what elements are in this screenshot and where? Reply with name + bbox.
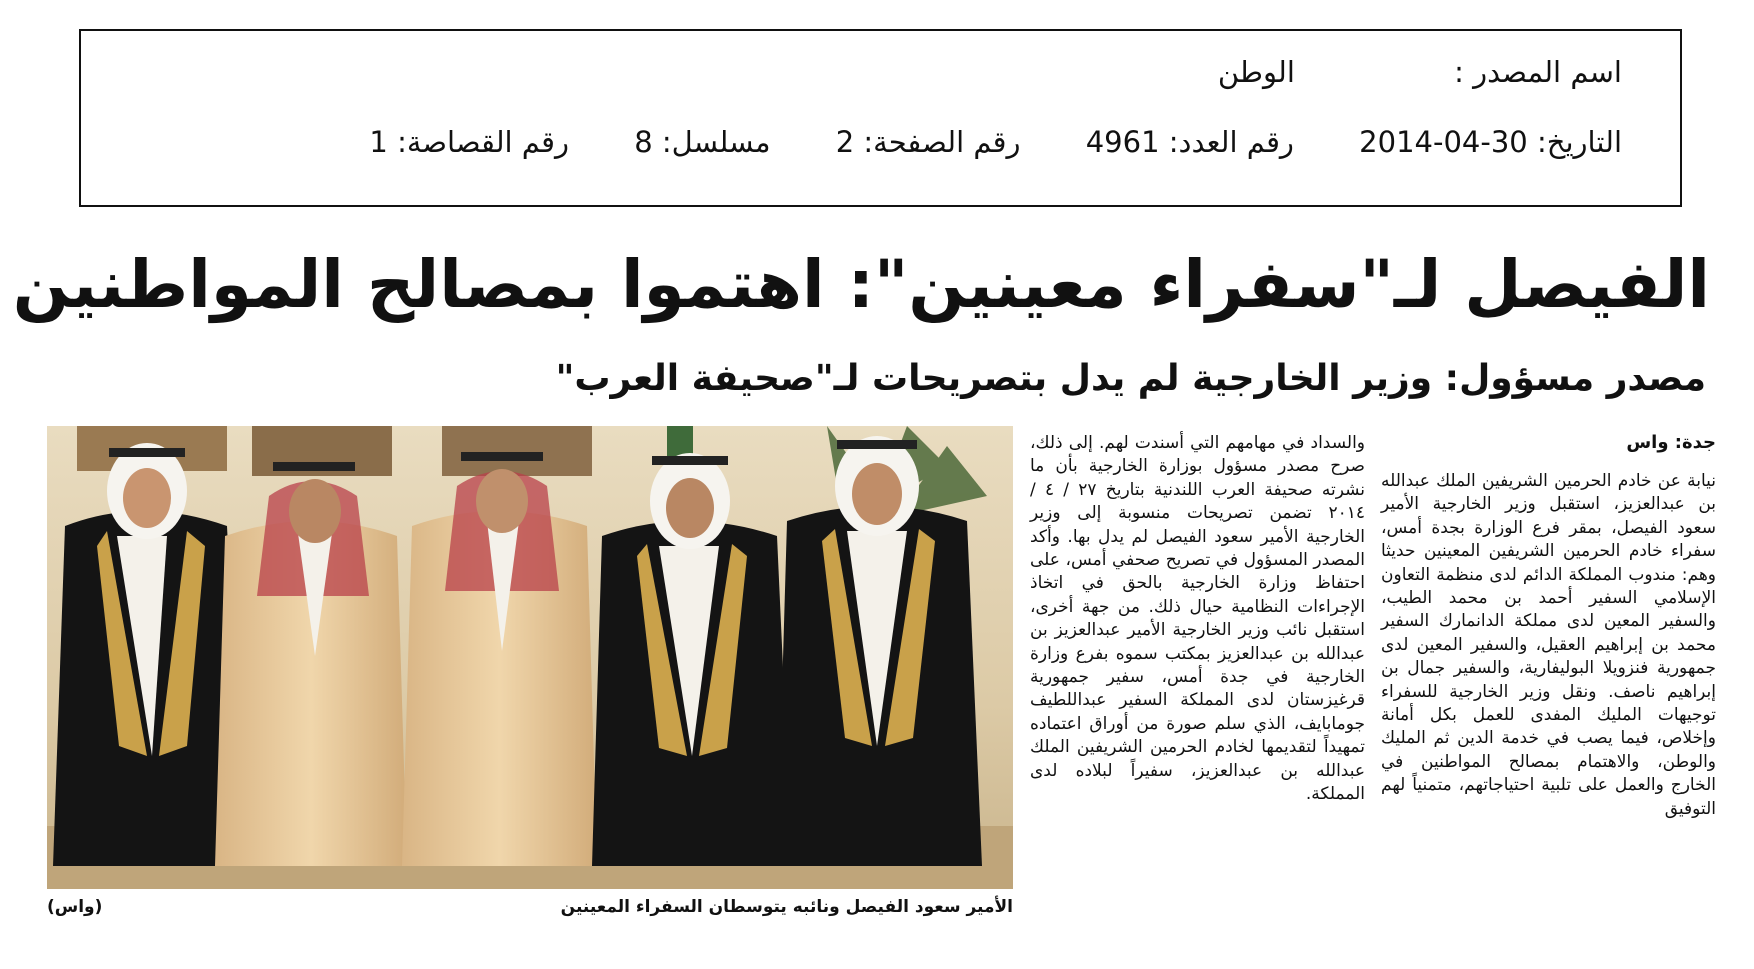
photo-caption: الأمير سعود الفيصل ونائبه يتوسطان السفراء المعينين <box>560 897 1013 917</box>
dateline: جدة: واس <box>1626 432 1716 453</box>
page-number-field: رقم الصفحة: 2 <box>835 125 1021 159</box>
photo-caption-bar <box>47 897 1013 923</box>
article-column-right: نيابة عن خادم الحرمين الشريفين الملك عبدالله بن عبدالعزيز، استقبل وزير الخارجية الأمير سعود الفيصل، بمقر فرع الوزارة بجدة أمس، سفراء خادم الحرمين الشريفين المعينين حديثا وهم: مندوب المملكة الدائم لدى منظمة التعاون الإسلامي السفير أحمد بن محمد الطيب، والسفير المعين لدى مملكة الدانمارك السفير محمد بن إبراهيم العقيل، والسفير المعين لدى جمهورية فنزويلا البوليفارية، والسفير جمال بن إبراهيم ناصف. ونقل وزير الخارجية للسفراء توجيهات المليك المفدى للعمل بكل أمانة وإخلاص، فيما يصب في خدمة الدين ثم المليك والوطن، والاهتمام بمصالح المواطنين في الخارج والعمل على تلبية احتياجاتهم، متمنياً لهم التوفيق <box>1381 471 1716 819</box>
source-row <box>1218 55 1622 89</box>
clipping-number-field: رقم القصاصة: 1 <box>369 125 569 159</box>
issue-number-field: رقم العدد: 4961 <box>1085 125 1294 159</box>
source-label: اسم المصدر : <box>1454 55 1622 89</box>
article-column-middle: والسداد في مهامهم التي أسندت لهم. إلى ذلك، صرح مصدر مسؤول بوزارة الخارجية بأن ما نشرته صحيفة العرب اللندنية بتاريخ ٢٧ / ٤ / ٢٠١٤ تضمن تصريحات منسوبة إلى وزير الخارجية الأمير سعود الفيصل لم يدل بها. وأكد المصدر المسؤول في تصريح صحفي أمس، على احتفاظ وزارة الخارجية بالحق في اتخاذ الإجراءات النظامية حيال ذلك. من جهة أخرى، استقبل نائب وزير الخارجية الأمير عبدالعزيز بن عبدالله بن عبدالعزيز بمكتب سموه بفرع وزارة الخارجية في جدة أمس، سفير جمهورية قرغيزستان لدى المملكة السفير عبداللطيف جومابايف، الذي سلم صورة من أوراق اعتماده تمهيداً لتقديمها لخادم الحرمين الشريفين الملك عبدالله بن عبدالعزيز، سفيراً لبلاده لدى المملكة. <box>1030 433 1365 805</box>
photo-illustration <box>47 426 1013 889</box>
date-field: التاريخ: 30-04-2014 <box>1359 125 1622 159</box>
subheadline: مصدر مسؤول: وزير الخارجية لم يدل بتصريحات لـ"صحيفة العرب" <box>555 358 1706 399</box>
photo-credit: (واس) <box>47 897 103 917</box>
source-value: الوطن <box>1217 55 1295 89</box>
serial-field: مسلسل: 8 <box>634 125 771 159</box>
issue-details-row <box>313 125 1622 159</box>
headline: الفيصل لـ"سفراء معينين": اهتموا بمصالح المواطنين <box>12 246 1710 323</box>
news-photo <box>47 426 1013 889</box>
source-info-box <box>79 29 1682 207</box>
